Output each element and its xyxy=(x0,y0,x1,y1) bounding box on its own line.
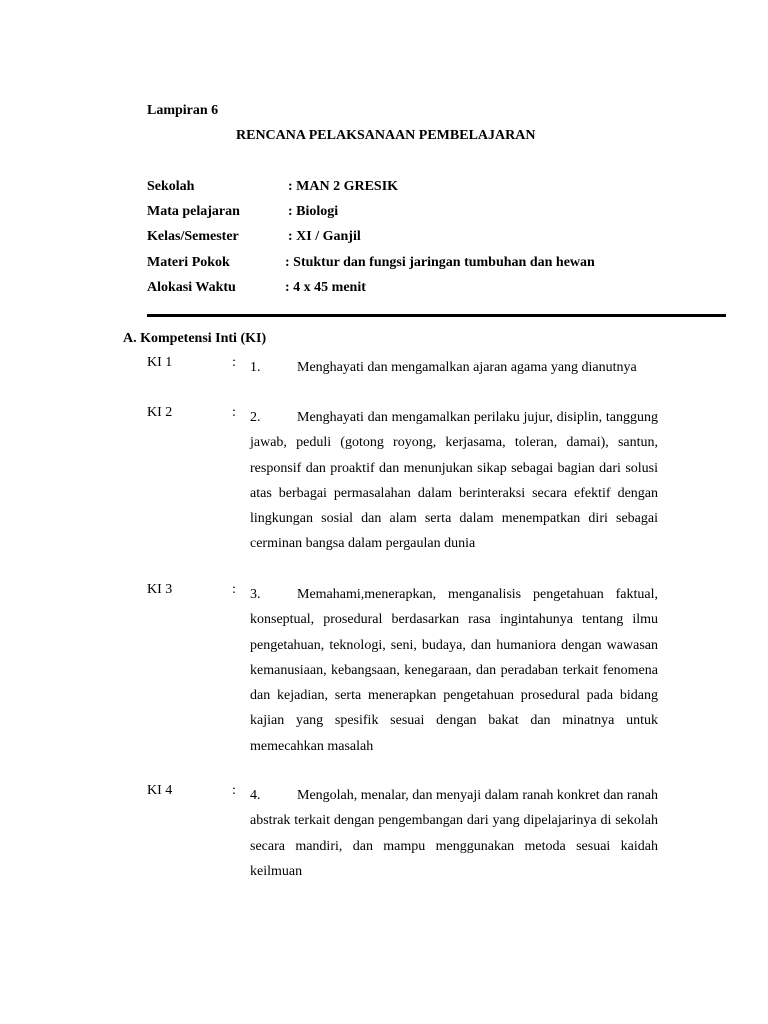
ki-label: KI 2 xyxy=(147,405,173,420)
ki-number: 3. xyxy=(250,587,261,602)
ki-number: 4. xyxy=(250,788,261,803)
ki-colon: : xyxy=(232,405,236,420)
ki-colon: : xyxy=(232,783,236,798)
ki-label: KI 1 xyxy=(147,355,173,370)
identity-label: Mata pelajaran xyxy=(147,204,240,219)
ki-colon: : xyxy=(232,355,236,370)
ki-number: 1. xyxy=(250,360,261,375)
ki-text: Memahami,menerapkan, menganalisis pengetahuan faktual, konseptual, prosedural berdasarkan rasa ingintahunya tentang ilmu pengetahuan, teknologi, seni, budaya, dan humaniora dengan wawasan kemanusiaan, kebangsaan, kenegaraan, dan peradaban terkait fenomena dan kejadian, serta menerapkan pengetahuan prosedural pada bidang kajian yang spesifik sesuai dengan bakat dan minatnya untuk memecahkan masalah xyxy=(250,587,658,754)
ki-text: Menghayati dan mengamalkan ajaran agama yang dianutnya xyxy=(297,360,637,375)
ki-text: Mengolah, menalar, dan menyaji dalam ranah konkret dan ranah abstrak terkait dengan pengembangan dari yang dipelajarinya di sekolah secara mandiri, dan mampu menggunakan metoda sesuai kaidah keilmuan xyxy=(250,788,658,879)
horizontal-divider xyxy=(147,314,726,317)
identity-value: : Stuktur dan fungsi jaringan tumbuhan dan hewan xyxy=(285,255,595,270)
ki-number: 2. xyxy=(250,410,261,425)
ki-label: KI 3 xyxy=(147,582,173,597)
ki-label: KI 4 xyxy=(147,783,173,798)
identity-label: Alokasi Waktu xyxy=(147,280,236,295)
ki-text: Menghayati dan mengamalkan perilaku jujur, disiplin, tanggung jawab, peduli (gotong royong, kerjasama, toleran, damai), santun, responsif dan proaktif dan menunjukan sikap sebagai bagian dari solusi atas berbagai permasalahan dalam berinteraksi secara efektif dengan lingkungan sosial dan alam serta dalam menempatkan diri sebagai cerminan bangsa dalam pergaulan dunia xyxy=(250,410,658,552)
ki-description xyxy=(250,405,658,557)
attachment-label: Lampiran 6 xyxy=(147,103,219,118)
identity-value: : 4 x 45 menit xyxy=(285,280,366,295)
section-heading: A. Kompetensi Inti (KI) xyxy=(123,331,267,346)
ki-description xyxy=(250,783,658,884)
identity-label: Sekolah xyxy=(147,179,195,194)
identity-value: : XI / Ganjil xyxy=(288,229,361,244)
ki-description xyxy=(250,355,658,380)
identity-label: Kelas/Semester xyxy=(147,229,239,244)
ki-colon: : xyxy=(232,582,236,597)
identity-value: : MAN 2 GRESIK xyxy=(288,179,399,194)
ki-description xyxy=(250,582,658,759)
identity-value: : Biologi xyxy=(288,204,339,219)
identity-label: Materi Pokok xyxy=(147,255,230,270)
document-title: RENCANA PELAKSANAAN PEMBELAJARAN xyxy=(236,128,536,143)
